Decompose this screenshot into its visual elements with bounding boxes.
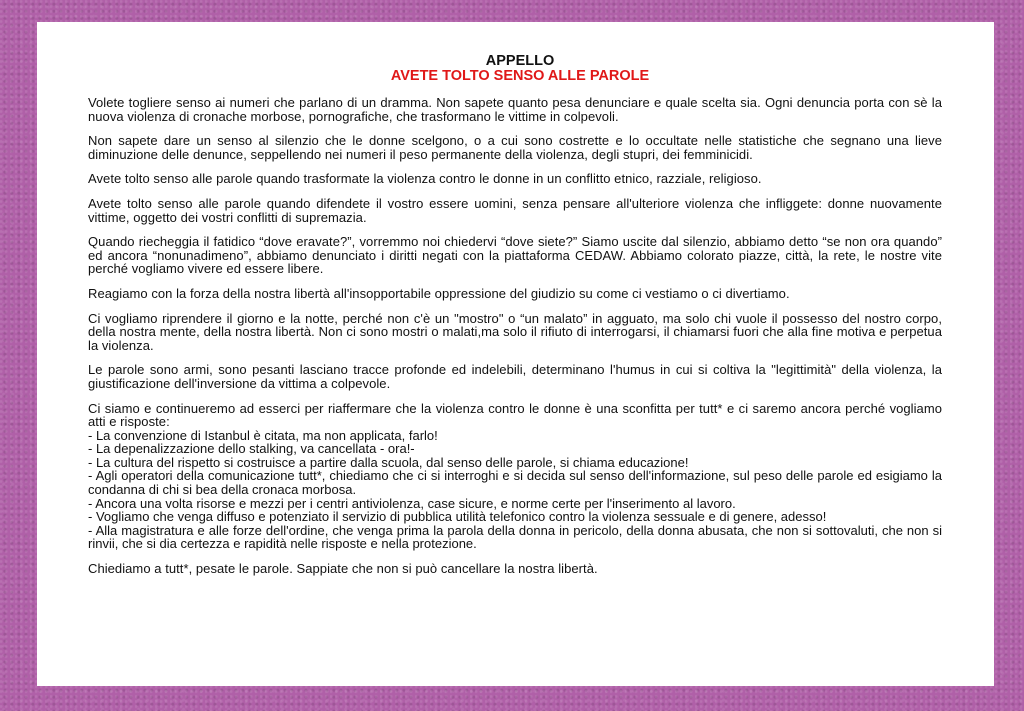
paragraph: Le parole sono armi, sono pesanti lasciano tracce profonde ed indelebili, determinano l'humus in cui si coltiva la "legittimità" della violenza, la giustificazione dell'inversione da vittima a colpevole. (88, 362, 942, 391)
document-page (37, 22, 994, 686)
closing-paragraph: Chiediamo a tutt*, pesate le parole. Sappiate che non si può cancellare la nostra libertà. (88, 561, 598, 577)
demand-item: - Ancora una volta risorse e mezzi per i centri antiviolenza, case sicure, e norme certe per l'inserimento al lavoro. (88, 495, 736, 511)
document-heading: APPELLO (485, 53, 555, 69)
demands-intro: Ci siamo e continueremo ad esserci per riaffermare che la violenza contro le donne è una sconfitta per tutt* e ci saremo ancora perché vogliamo atti e risposte: (88, 400, 942, 430)
paragraph: Quando riecheggia il fatidico “dove eravate?”, vorremmo noi chiedervi “dove siete?” Siamo uscite dal silenzio, abbiamo detto “se non ora quando” ed ancora “nonunadimeno”, abbiamo denunciato i diritti negati con la piattaforma CEDAW. Abbiamo colorato piazze, città, la rete, le nostre vite perché vogliamo vivere ed essere libere. (88, 234, 942, 277)
demand-item: - La cultura del rispetto si costruisce a partire dalla scuola, dal senso delle parole, si chiama educazione! (88, 454, 689, 470)
demand-item: - La convenzione di Istanbul è citata, ma non applicata, farlo! (88, 427, 438, 443)
demand-item: - La depenalizzazione dello stalking, va cancellata - ora!- (88, 441, 415, 457)
paragraph: Avete tolto senso alle parole quando difendete il vostro essere uomini, senza pensare all'ulteriore violenza che infliggete: donne nuovamente vittime, oggetto dei vostri conflitti di supremazia. (88, 195, 942, 225)
demand-item: - Alla magistratura e alle forze dell'ordine, che venga prima la parola della donna in pericolo, della donna abusata, che non si sottovaluti, che non si rinvii, che si dia certezza e rapidità nelle risposte e nella protezione. (88, 522, 942, 552)
paragraph: Volete togliere senso ai numeri che parlano di un dramma. Non sapete quanto pesa denunciare e quale scelta sia. Ogni denuncia porta con sè la nuova violenza di cronache morbose, pornografiche, che trasformano le vittime in colpevoli. (88, 95, 942, 124)
demand-item: - Vogliamo che venga diffuso e potenziato il servizio di pubblica utilità telefonico contro la violenza sessuale e di genere, adesso! (88, 509, 827, 525)
paragraph: Non sapete dare un senso al silenzio che le donne scelgono, o a cui sono costrette e lo occultate nelle statistiche che segnano una lieve diminuzione delle denunce, seppellendo nei numeri il peso permanente della violenza, degli stupri, dei femminicidi. (88, 133, 942, 162)
paragraph: Reagiamo con la forza della nostra libertà all'insopportabile oppressione del giudizio su come ci vestiamo o ci divertiamo. (88, 285, 790, 301)
document-subheading: AVETE TOLTO SENSO ALLE PAROLE (390, 68, 650, 84)
paragraph: Ci vogliamo riprendere il giorno e la notte, perché non c'è un "mostro" o “un malato” in agguato, ma solo chi vuole il possesso del nostro corpo, della nostra mente, della nostra libertà. Non ci sono mostri o malati,ma solo il rifiuto di interrogarsi, il chiamarsi fuori che alla fine motiva e perpetua la violenza. (88, 310, 942, 353)
demand-item: - Agli operatori della comunicazione tutt*, chiediamo che ci si interroghi e si decida sul senso dell'informazione, sul peso delle parole ed esigiamo la condanna di chi si bea della cronaca morbosa. (88, 468, 942, 498)
paragraph: Avete tolto senso alle parole quando trasformate la violenza contro le donne in un conflitto etnico, razziale, religioso. (88, 171, 762, 187)
demands-list (88, 429, 942, 551)
